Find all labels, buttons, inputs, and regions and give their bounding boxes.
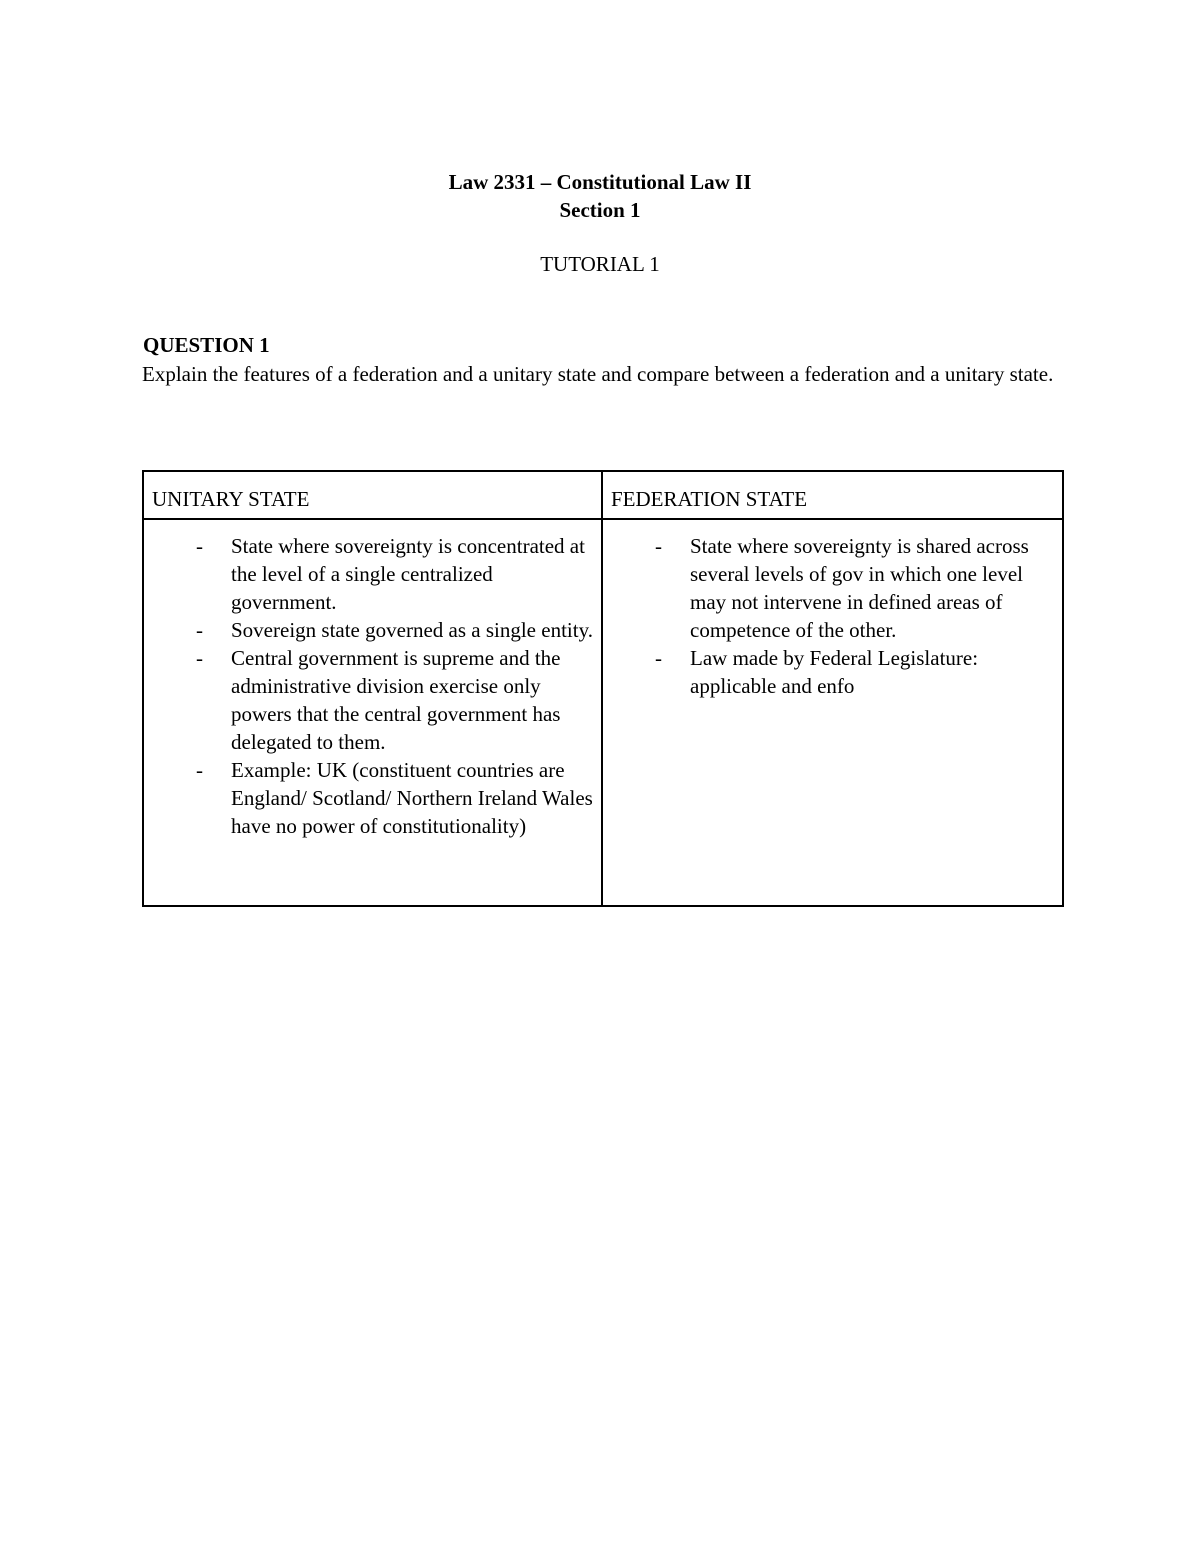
federation-state-header: FEDERATION STATE bbox=[602, 471, 1063, 519]
list-item: - Example: UK (constituent countries are England/ Scotland/ Northern Ireland Wales have no power of constitutionality) bbox=[231, 756, 593, 840]
section-label: Section 1 bbox=[559, 198, 641, 222]
tutorial-heading: TUTORIAL 1 bbox=[540, 252, 660, 276]
question-heading: QUESTION 1 bbox=[143, 333, 270, 357]
federation-state-list bbox=[611, 532, 1054, 700]
unitary-state-cell bbox=[143, 519, 602, 906]
document-title: Law 2331 – Constitutional Law II bbox=[448, 170, 752, 194]
list-item: - State where sovereignty is concentrated at the level of a single centralized government. bbox=[231, 532, 593, 616]
table-body-row bbox=[143, 519, 1063, 906]
list-item: - Central government is supreme and the administrative division exercise only powers that the central government has delegated to them. bbox=[231, 644, 593, 756]
unitary-state-header: UNITARY STATE bbox=[143, 471, 602, 519]
question-text: Explain the features of a federation and a unitary state and compare between a federation and a unitary state. bbox=[142, 362, 1054, 386]
comparison-table bbox=[142, 470, 1064, 907]
federation-state-cell bbox=[602, 519, 1063, 906]
unitary-state-list bbox=[152, 532, 593, 840]
list-item: - Law made by Federal Legislature: applicable and enfo bbox=[690, 644, 1054, 700]
list-item: - Sovereign state governed as a single entity. bbox=[231, 616, 593, 644]
list-item: - State where sovereignty is shared across several levels of gov in which one level may not intervene in defined areas of competence of the other. bbox=[690, 532, 1054, 644]
table-header-row bbox=[143, 471, 1063, 519]
